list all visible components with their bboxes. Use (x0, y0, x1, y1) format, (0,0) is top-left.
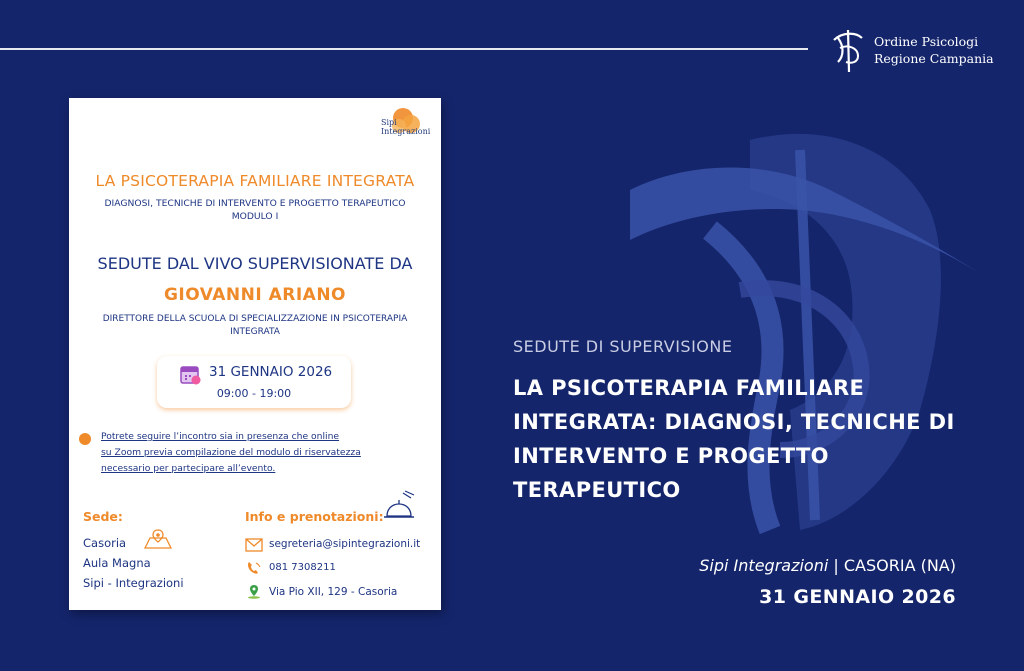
brand-line-2: Regione Campania (874, 51, 994, 66)
event-flyer (69, 98, 441, 610)
flyer-date-box (157, 356, 351, 408)
flyer-note-1: Potrete seguire l’incontro sia in presenza che online (101, 431, 340, 442)
info-address: Via Pio XII, 129 - Casoria (269, 586, 398, 598)
flyer-subtitle-2: MODULO I (231, 211, 279, 222)
event-organizer: Sipi Integrazioni (699, 556, 829, 575)
sede-heading: Sede: (83, 509, 123, 524)
header-divider (0, 48, 808, 50)
sede-line-2: Aula Magna (83, 556, 151, 570)
event-separator: | (828, 556, 844, 575)
bullet-dot-icon (79, 433, 91, 445)
reception-bell-icon (381, 490, 417, 522)
sipi-logo (373, 104, 437, 144)
flyer-note-2: su Zoom previa compilazione del modulo di riservatezza (101, 447, 361, 458)
flyer-speaker: GIOVANNI ARIANO (163, 285, 347, 305)
sipi-logo-text: Sipi Integrazioni (381, 118, 431, 136)
sede-line-3: Sipi - Integrazioni (83, 576, 184, 590)
location-pin-icon (245, 585, 263, 599)
phone-icon (245, 561, 263, 575)
event-organizer-location (699, 556, 956, 575)
flyer-title: LA PSICOTERAPIA FAMILIARE INTEGRATA (95, 172, 415, 190)
info-heading: Info e prenotazioni: (245, 509, 384, 524)
brand-logo-block (826, 26, 994, 74)
sede-line-1: Casoria (83, 536, 127, 550)
flyer-time: 09:00 - 19:00 (216, 387, 292, 400)
event-date: 31 GENNAIO 2026 (759, 586, 956, 608)
mail-icon (245, 538, 263, 552)
event-location: CASORIA (NA) (843, 556, 956, 575)
map-icon (143, 528, 173, 550)
flyer-role-2: INTEGRATA (230, 327, 280, 337)
info-phone: 081 7308211 (269, 562, 336, 573)
flyer-role-1: DIRETTORE DELLA SCUOLA DI SPECIALIZZAZIONE IN PSICOTERAPIA (102, 314, 408, 324)
psi-logo-icon (826, 26, 868, 74)
flyer-note-3: necessario per partecipare all’evento. (101, 463, 276, 474)
flyer-date: 31 GENNAIO 2026 (209, 364, 333, 380)
event-title: LA PSICOTERAPIA FAMILIARE INTEGRATA: DIAGNOSI, TECNICHE DI INTERVENTO E PROGETTO TERAPEUTICO (513, 376, 955, 502)
flyer-subtitle-1: DIAGNOSI, TECNICHE DI INTERVENTO E PROGETTO TERAPEUTICO (104, 198, 406, 209)
brand-line-1: Ordine Psicologi (874, 34, 979, 49)
calendar-icon (179, 363, 201, 385)
event-kicker: SEDUTE DI SUPERVISIONE (513, 337, 733, 356)
info-email: segreteria@sipintegrazioni.it (269, 538, 421, 550)
flyer-sedute: SEDUTE DAL VIVO SUPERVISIONATE DA (97, 254, 413, 273)
